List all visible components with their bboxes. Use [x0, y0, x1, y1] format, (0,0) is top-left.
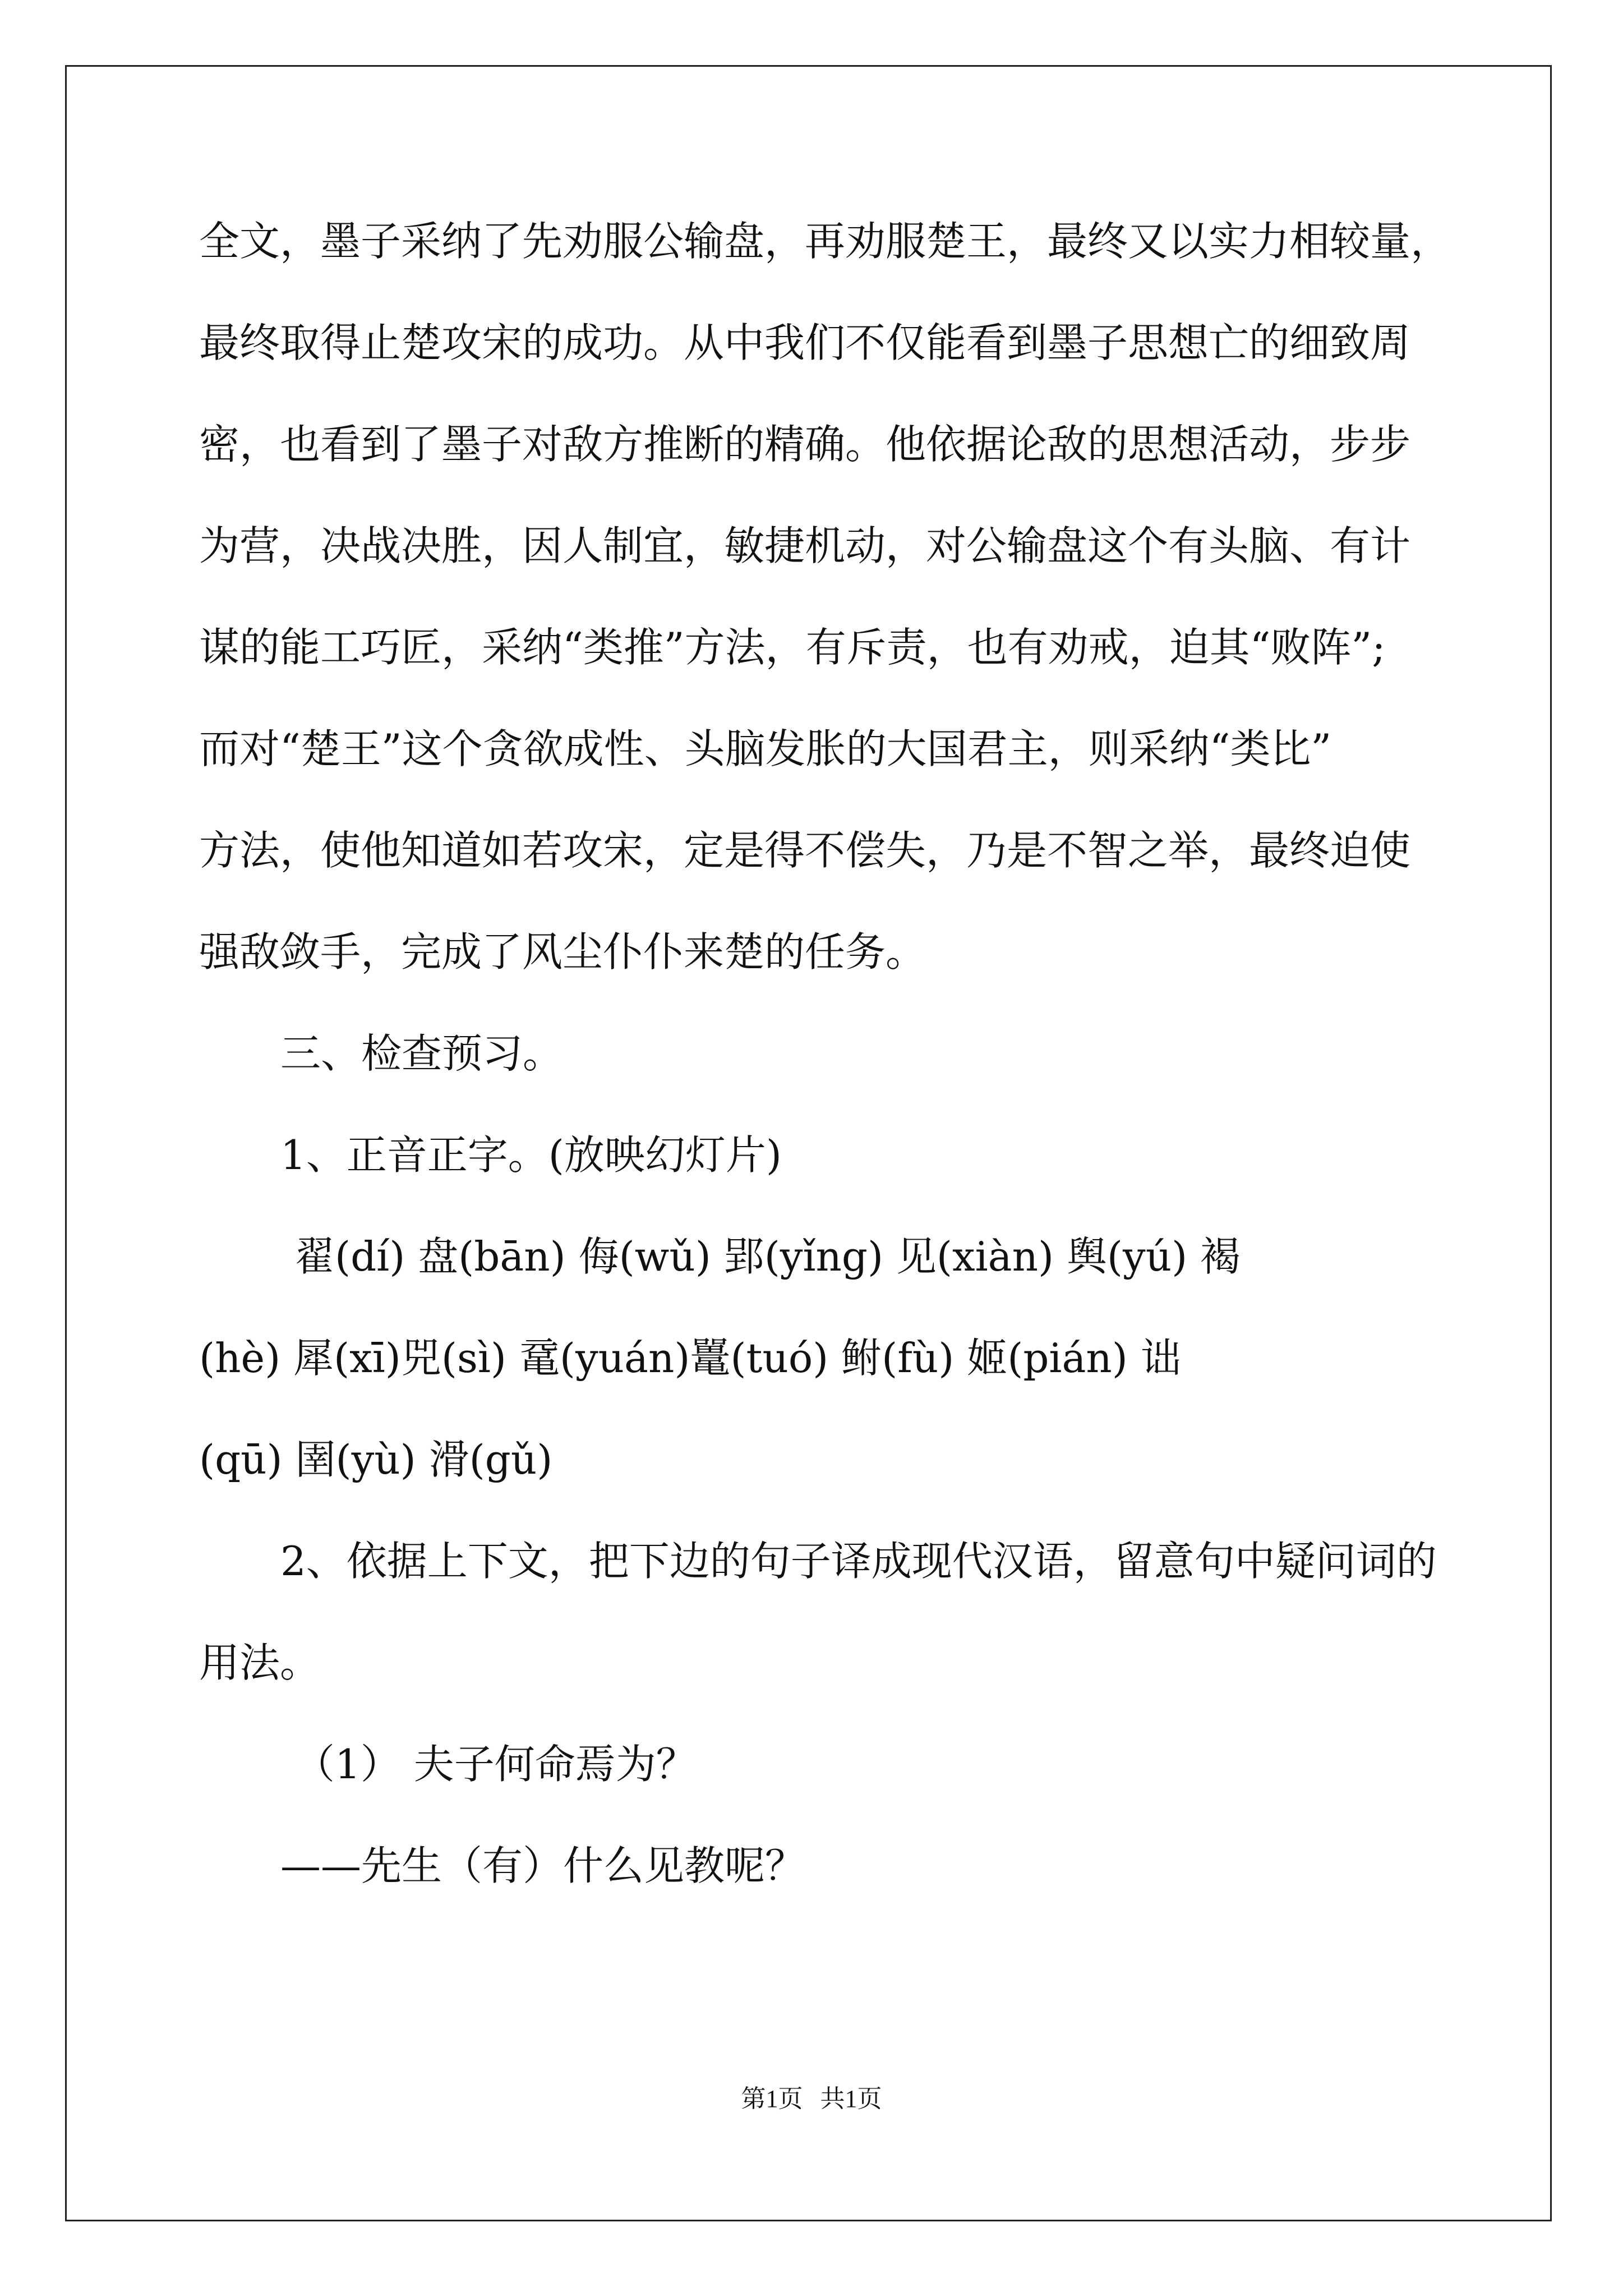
text-line: 为营，决战决胜，因人制宜，敏捷机动，对公输盘这个有头脑、有计 — [199, 522, 1411, 569]
pronunciation-line: (hè) 犀(xī)兕(sì) 鼋(yuán)鼍(tuó) 鲋(fù) 姬(pián) 诎 — [199, 1335, 1181, 1382]
page-total: 共1页 — [820, 2085, 882, 2113]
document-body — [199, 219, 1506, 1945]
answer-line: ——先生（有）什么见教呢？ — [280, 1842, 806, 1889]
section-heading: 三、检查预习。 — [280, 1030, 564, 1077]
page-footer — [0, 2078, 1623, 2114]
pronunciation-line: (qū) 圉(yù) 滑(gǔ) — [199, 1436, 553, 1483]
text-line: 方法，使他知道如若攻宋，定是得不偿失，乃是不智之举，最终迫使 — [199, 827, 1411, 874]
text-line: 谋的能工巧匠，采纳“类推”方法，有斥责，也有劝戒，迫其“败阵”; — [199, 624, 1386, 671]
text-line: 全文，墨子采纳了先劝服公输盘，再劝服楚王，最终又以实力相较量， — [199, 218, 1451, 265]
pronunciation-line: 翟(dí) 盘(bān) 侮(wǔ) 郢(yǐng) 见(xiàn) 舆(yú) 褐 — [294, 1233, 1241, 1280]
text-line: 强敌敛手，完成了风尘仆仆来楚的任务。 — [199, 928, 926, 976]
text-line: 而对“楚王”这个贪欲成性、头脑发胀的大国君主，则采纳“类比” — [199, 725, 1332, 772]
list-item: 2、依据上下文，把下边的句子译成现代汉语，留意句中疑问词的 — [280, 1538, 1437, 1585]
list-item: 1、正音正字。(放映幻灯片) — [280, 1131, 782, 1179]
text-line: 用法。 — [199, 1639, 321, 1686]
question-line: （1） 夫子何命焉为？ — [294, 1741, 697, 1788]
text-line: 最终取得止楚攻宋的成功。从中我们不仅能看到墨子思想亡的细致周 — [199, 319, 1411, 366]
text-line: 密，也看到了墨子对敌方推断的精确。他依据论敌的思想活动，步步 — [199, 421, 1411, 468]
page-number: 第1页 — [741, 2085, 803, 2113]
